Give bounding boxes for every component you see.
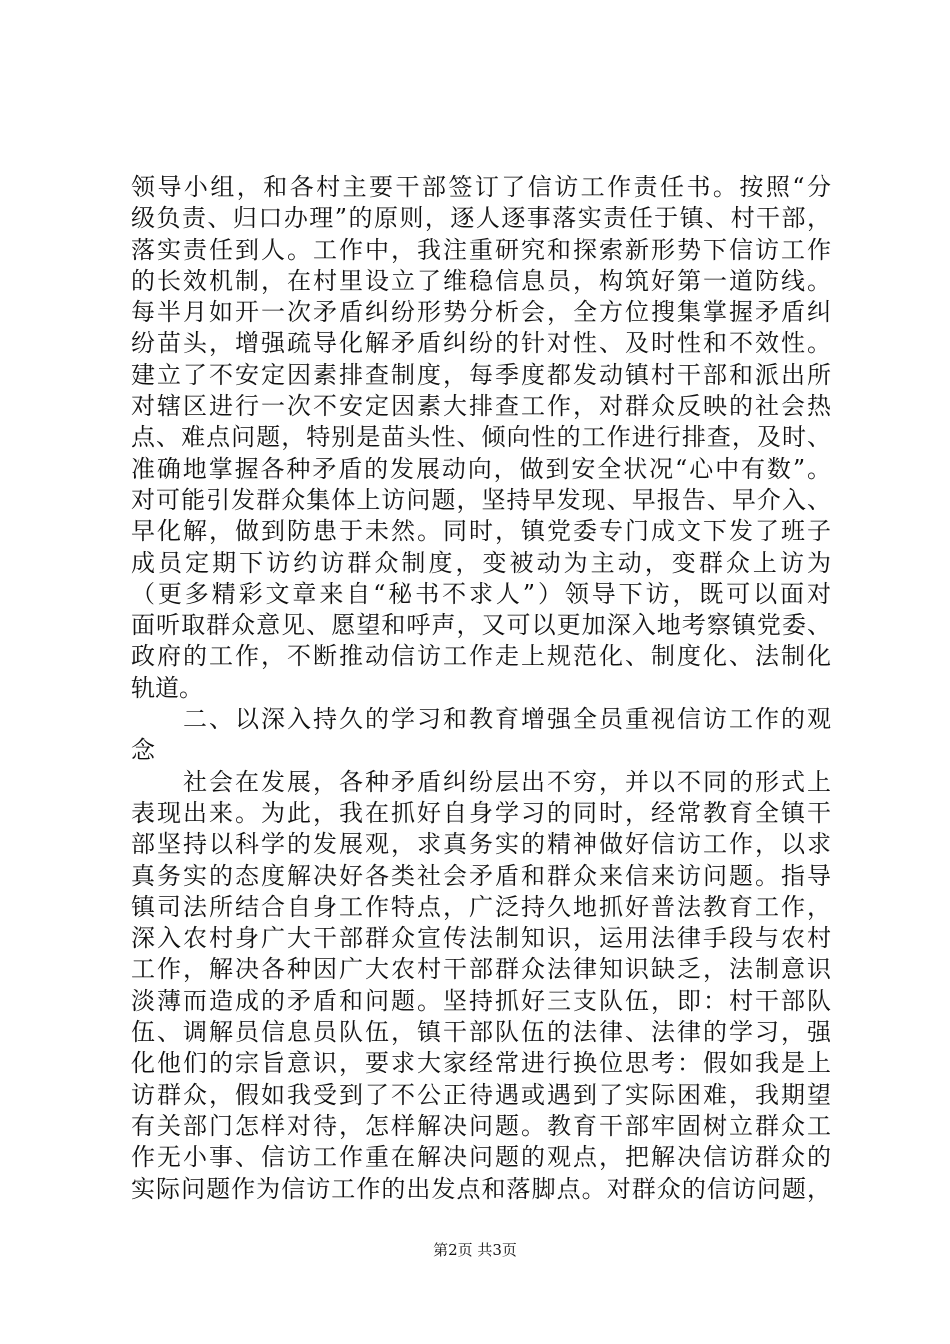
text-line: 伍、调解员信息员队伍，镇干部队伍的法律、法律的学习，强: [131, 1018, 831, 1047]
text-line: 的长效机制，在村里设立了维稳信息员，构筑好第一道防线。: [131, 266, 831, 295]
text-line: 二、以深入持久的学习和教育增强全员重视信访工作的观: [183, 705, 831, 734]
text-line: 成员定期下访约访群众制度，变被动为主动，变群众上访为: [131, 548, 831, 577]
text-line: 点、难点问题，特别是苗头性、倾向性的工作进行排查，及时、: [131, 423, 831, 452]
text-line: （更多精彩文章来自“秘书不求人”）领导下访，既可以面对: [131, 579, 831, 608]
body-text: [131, 172, 831, 1205]
text-line: 对辖区进行一次不安定因素大排查工作，对群众反映的社会热: [131, 392, 831, 421]
text-line: 工作，解决各种因广大农村干部群众法律知识缺乏，法制意识: [131, 955, 831, 984]
text-line: 领导小组，和各村主要干部签订了信访工作责任书。按照“分: [131, 173, 831, 201]
text-line: 社会在发展，各种矛盾纠纷层出不穷，并以不同的形式上: [183, 767, 831, 796]
text-line: 真务实的态度解决好各类社会矛盾和群众来信来访问题。指导: [131, 861, 831, 890]
text-line: 落实责任到人。工作中，我注重研究和探索新形势下信访工作: [131, 235, 831, 264]
text-line: 每半月如开一次矛盾纠纷形势分析会，全方位搜集掌握矛盾纠: [131, 298, 831, 327]
text-line: 准确地掌握各种矛盾的发展动向，做到安全状况“心中有数”。: [131, 454, 831, 483]
text-line: 纷苗头，增强疏导化解矛盾纠纷的针对性、及时性和不效性。: [131, 329, 831, 358]
text-line: 念: [131, 736, 155, 765]
text-line: 轨道。: [131, 673, 203, 702]
text-line: 级负责、归口办理”的原则，逐人逐事落实责任于镇、村干部，: [131, 204, 831, 233]
text-line: 淡薄而造成的矛盾和问题。坚持抓好三支队伍，即：村干部队: [131, 986, 831, 1015]
text-line: 有关部门怎样对待，怎样解决问题。教育干部牢固树立群众工: [131, 1111, 831, 1140]
text-line: 面听取群众意见、愿望和呼声，又可以更加深入地考察镇党委、: [131, 611, 831, 640]
text-line: 对可能引发群众集体上访问题，坚持早发现、早报告、早介入、: [131, 485, 831, 514]
text-line: 政府的工作，不断推动信访工作走上规范化、制度化、法制化: [131, 642, 831, 671]
text-line: 作无小事、信访工作重在解决问题的观点，把解决信访群众的: [131, 1143, 831, 1172]
page-footer: 第2页 共3页: [433, 1241, 517, 1259]
text-line: 部坚持以科学的发展观，求真务实的精神做好信访工作，以求: [131, 830, 831, 859]
text-line: 实际问题作为信访工作的出发点和落脚点。对群众的信访问题，: [131, 1174, 831, 1203]
text-line: 表现出来。为此，我在抓好自身学习的同时，经常教育全镇干: [131, 798, 831, 827]
text-line: 早化解，做到防患于未然。同时，镇党委专门成文下发了班子: [131, 517, 831, 546]
text-line: 化他们的宗旨意识，要求大家经常进行换位思考：假如我是上: [131, 1049, 831, 1078]
text-line: 镇司法所结合自身工作特点，广泛持久地抓好普法教育工作，: [131, 892, 831, 921]
text-line: 建立了不安定因素排查制度，每季度都发动镇村干部和派出所: [131, 360, 831, 389]
text-line: 访群众，假如我受到了不公正待遇或遇到了实际困难，我期望: [131, 1080, 831, 1109]
text-line: 深入农村身广大干部群众宣传法制知识，运用法律手段与农村: [131, 924, 831, 953]
